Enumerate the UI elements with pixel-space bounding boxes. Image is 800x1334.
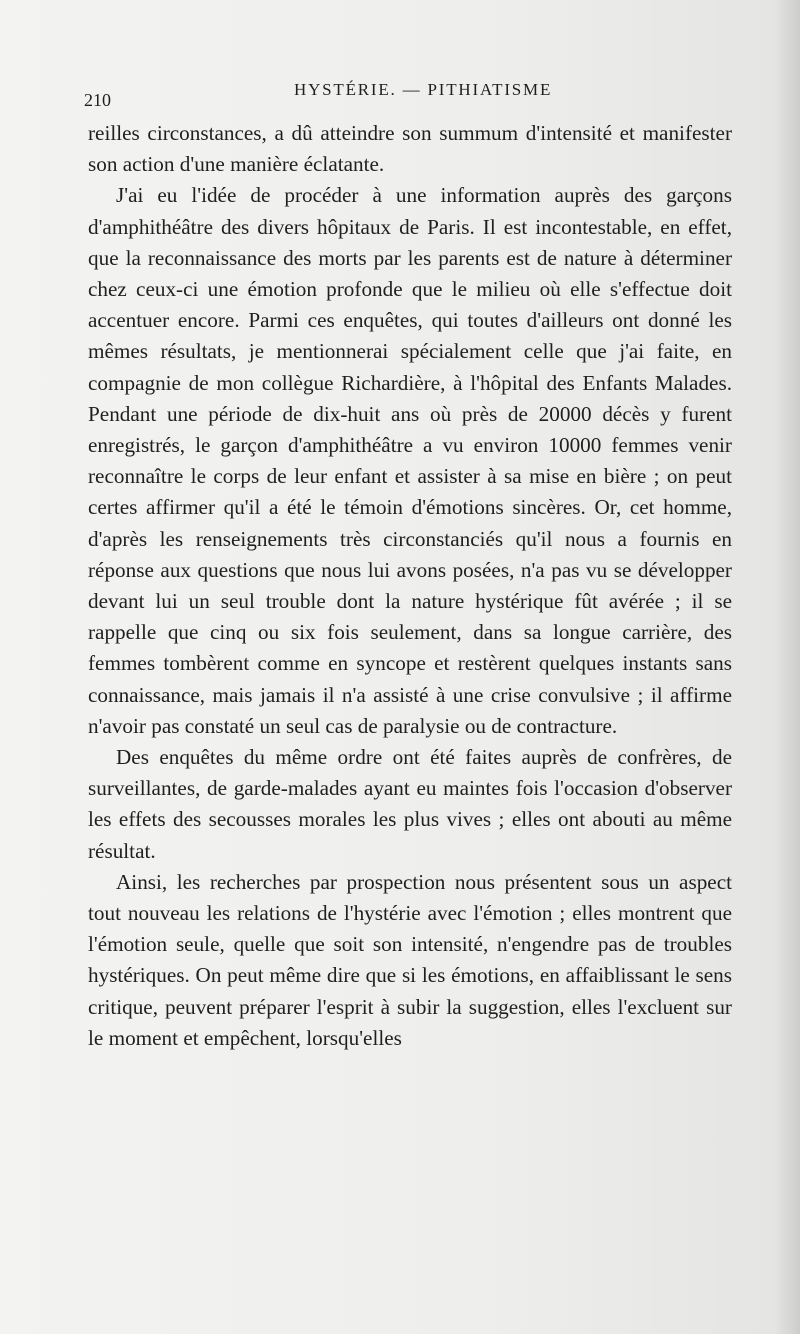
paragraph: Ainsi, les recherches par prospection nous présentent sous un aspect tout nouveau les relations de l'hystérie avec l'émotion ; elles montrent que l'émotion seule, quelle que soit son intensité, n'engendre pas de troubles hystériques. On peut même dire que si les émotions, en affaiblissant le sens critique, peuvent préparer l'esprit à subir la suggestion, elles l'excluent sur le moment et empêchent, lorsqu'elles: [88, 869, 732, 1050]
page-header: [84, 80, 744, 110]
page-gutter-shadow: [774, 0, 800, 1334]
running-head: HYSTÉRIE. — PITHIATISME: [294, 80, 553, 99]
body-text: [88, 118, 732, 1054]
page-number: 210: [84, 90, 111, 110]
paragraph: Des enquêtes du même ordre ont été faites auprès de confrères, de surveillantes, de garde-malades ayant eu maintes fois l'occasion d'observer les effets des secousses morales les plus vives ; elles ont abouti au même résultat.: [88, 745, 732, 863]
paragraph: J'ai eu l'idée de procéder à une information auprès des garçons d'amphithéâtre des divers hôpitaux de Paris. Il est incontestable, en effet, que la reconnaissance des morts par les parents est de nature à déterminer chez ceux-ci une émotion profonde que le milieu où elle s'effectue doit accentuer encore. Parmi ces enquêtes, qui toutes d'ailleurs ont donné les mêmes résultats, je mentionnerai spécialement celle que j'ai faite, en compagnie de mon collègue Richardière, à l'hôpital des Enfants Malades. Pendant une période de dix-huit ans où près de 20000 décès y furent enregistrés, le garçon d'amphithéâtre a vu environ 10000 femmes venir reconnaître le corps de leur enfant et assister à sa mise en bière ; on peut certes affirmer qu'il a été le témoin d'émotions sincères. Or, cet homme, d'après les renseignements très circonstanciés qu'il nous a fournis en réponse aux questions que nous lui avons posées, n'a pas vu se développer devant lui un seul trouble dont la nature hystérique fût avérée ; il se rappelle que cinq ou six fois seulement, dans sa longue carrière, des femmes tombèrent comme en syncope et restèrent quelques instants sans connaissance, mais jamais il n'a assisté à une crise convulsive ; il affirme n'avoir pas constaté un seul cas de paralysie ou de contracture.: [88, 183, 732, 738]
paragraph: reilles circonstances, a dû atteindre son summum d'intensité et manifester son action d'une manière éclatante.: [88, 121, 732, 177]
